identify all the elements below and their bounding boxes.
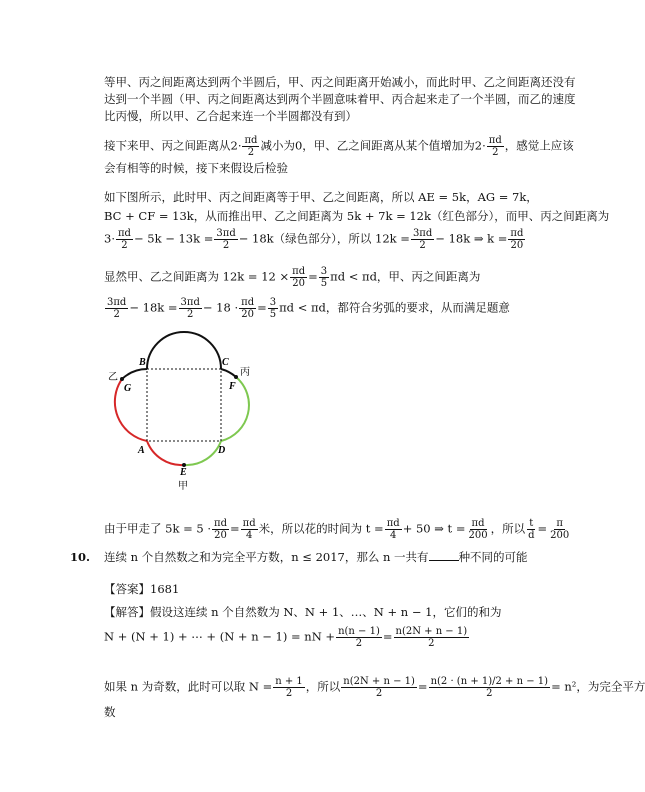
fraction: $\frac{n + 1}{2}$ <box>275 676 303 699</box>
fraction: $\frac{\pi d}{20}$ <box>292 266 306 289</box>
arc-right-black <box>221 369 236 377</box>
label-A: A <box>138 445 145 456</box>
fraction: $\frac{n(2N + n - 1)}{2}$ <box>395 626 468 649</box>
arc-left-black <box>122 369 147 379</box>
paragraph-line: BC + CF = 13k，从而推出甲、乙之间距离为 5k + 7k = 12k（红色部分），而甲、丙之间距离为 <box>104 209 610 223</box>
paragraph-line: 如下图所示，此时甲、丙之间距离等于甲、乙之间距离，所以 AE = 5k，AG = 7k， <box>104 190 538 204</box>
question-text: 连续 n 个自然数之和为完全平方数，n ≤ 2017，那么 n 一共有 种不同的可能 <box>104 550 528 564</box>
paragraph-line: 比丙慢，所以甲、乙合起来连一个半圆都没有到） <box>104 109 357 123</box>
paragraph-line: 接下来甲、丙之间距离从2· $\frac{\pi d}{2}$ 减小为0，甲、乙之间距离从某个值增加为2· $\frac{\pi d}{2}$ ，感觉上应该 <box>104 135 574 158</box>
paragraph-line: 数 <box>104 705 116 719</box>
fraction: $\frac{n(n - 1)}{2}$ <box>338 626 380 649</box>
solution-line: 【解答】假设这连续 n 个自然数为 N、N + 1、…、N + n − 1，它们的和为 <box>104 605 502 619</box>
fraction: $\frac{n(2 \cdot (n + 1)/2 + n - 1)}{2}$ <box>430 676 549 699</box>
paragraph-line: 显然甲、乙之间距离为 12k = 12 × $\frac{\pi d}{20}$ = $\frac{3}{5}$ πd < πd，甲、丙之间距离为 <box>104 266 481 289</box>
label-D: D <box>218 445 226 456</box>
label-G: G <box>124 383 132 394</box>
fraction: $\frac{3}{5}$ <box>320 266 328 289</box>
paragraph-line: 达到一个半圆（甲、丙之间距离达到两个半圆意味着甲、丙合起来走了一个半圆，而乙的速度 <box>104 92 576 106</box>
fraction: $\frac{\pi d}{2}$ <box>488 135 502 158</box>
label-E: E <box>180 467 187 478</box>
label-F: F <box>229 381 236 392</box>
fraction: $\frac{n(2N + n - 1)}{2}$ <box>343 676 415 699</box>
arc-top <box>147 332 221 369</box>
paragraph-line: 由于甲走了 5k = 5 · $\frac{\pi d}{20}$ = $\frac{\pi d}{4}$ 米，所以花的时间为 t = $\frac{\pi d}{4}$ + 50 ⇒ t = $\frac{\pi d}{200}$ ，所以 $\frac{t}{d}$ = $\frac{\pi}{200}$ <box>104 518 570 541</box>
fraction: $\frac{\pi d}{4}$ <box>386 518 400 541</box>
paragraph-line: $\frac{3\pi d}{2}$ − 18k = $\frac{3\pi d}{2}$ − 18 · $\frac{\pi d}{20}$ = $\frac{3}{5}$ πd < πd，都符合劣弧的要求，从而满足题意 <box>107 297 510 320</box>
paragraph-line: 等甲、丙之间距离达到两个半圆后，甲、丙之间距离开始减小，而此时甲、乙之间距离还没有 <box>104 75 576 89</box>
fraction: $\frac{3\pi d}{2}$ <box>412 228 433 251</box>
fraction: $\frac{\pi}{200}$ <box>550 518 570 541</box>
fraction: $\frac{3\pi d}{2}$ <box>107 297 127 320</box>
fraction: $\frac{t}{d}$ <box>528 518 535 541</box>
fraction: $\frac{\pi d}{20}$ <box>241 297 255 320</box>
equation-line: 如果 n 为奇数，此时可以取 N = $\frac{n + 1}{2}$ ，所以 $\frac{n(2N + n - 1)}{2}$ = $\frac{n(2 \cdot (n + 1)/2 + n - 1)}{2}$ = n²，为完全平方 <box>104 676 645 699</box>
fraction: $\frac{3}{5}$ <box>269 297 277 320</box>
geometry-figure <box>100 325 270 500</box>
label-yi: 乙 <box>108 372 118 383</box>
fraction: $\frac{\pi d}{200}$ <box>468 518 488 541</box>
fraction: $\frac{3\pi d}{2}$ <box>216 228 236 251</box>
label-bing: 丙 <box>240 367 250 378</box>
label-jia: 甲 <box>178 481 188 492</box>
arc-bottom-green <box>184 441 221 465</box>
paragraph-line: 会有相等的时候，接下来假设后检验 <box>104 161 288 175</box>
answer-line: 【答案】1681 <box>104 582 180 596</box>
label-B: B <box>139 357 146 368</box>
fraction: $\frac{\pi d}{4}$ <box>242 518 256 541</box>
fraction: $\frac{\pi d}{2}$ <box>117 228 131 251</box>
fraction: $\frac{3\pi d}{2}$ <box>180 297 200 320</box>
answer-blank <box>429 550 459 561</box>
fraction: $\frac{\pi d}{20}$ <box>214 518 227 541</box>
question-number: 10. <box>70 550 91 564</box>
dotted-square <box>147 369 221 441</box>
equation-line: N + (N + 1) + ⋯ + (N + n − 1) = nN + $\frac{n(n - 1)}{2}$ = $\frac{n(2N + n - 1)}{2}$ <box>104 626 468 649</box>
arc-bottom-red <box>147 441 184 465</box>
paragraph-line: 3· $\frac{\pi d}{2}$ − 5k − 13k = $\frac{3\pi d}{2}$ − 18k（绿色部分），所以 12k = $\frac{3\pi d}{2}$ − 18k ⇒ k = $\frac{\pi d}{20}$ <box>104 228 524 251</box>
fraction: $\frac{\pi d}{20}$ <box>510 228 524 251</box>
label-C: C <box>222 357 229 368</box>
fraction: $\frac{\pi d}{2}$ <box>244 135 258 158</box>
